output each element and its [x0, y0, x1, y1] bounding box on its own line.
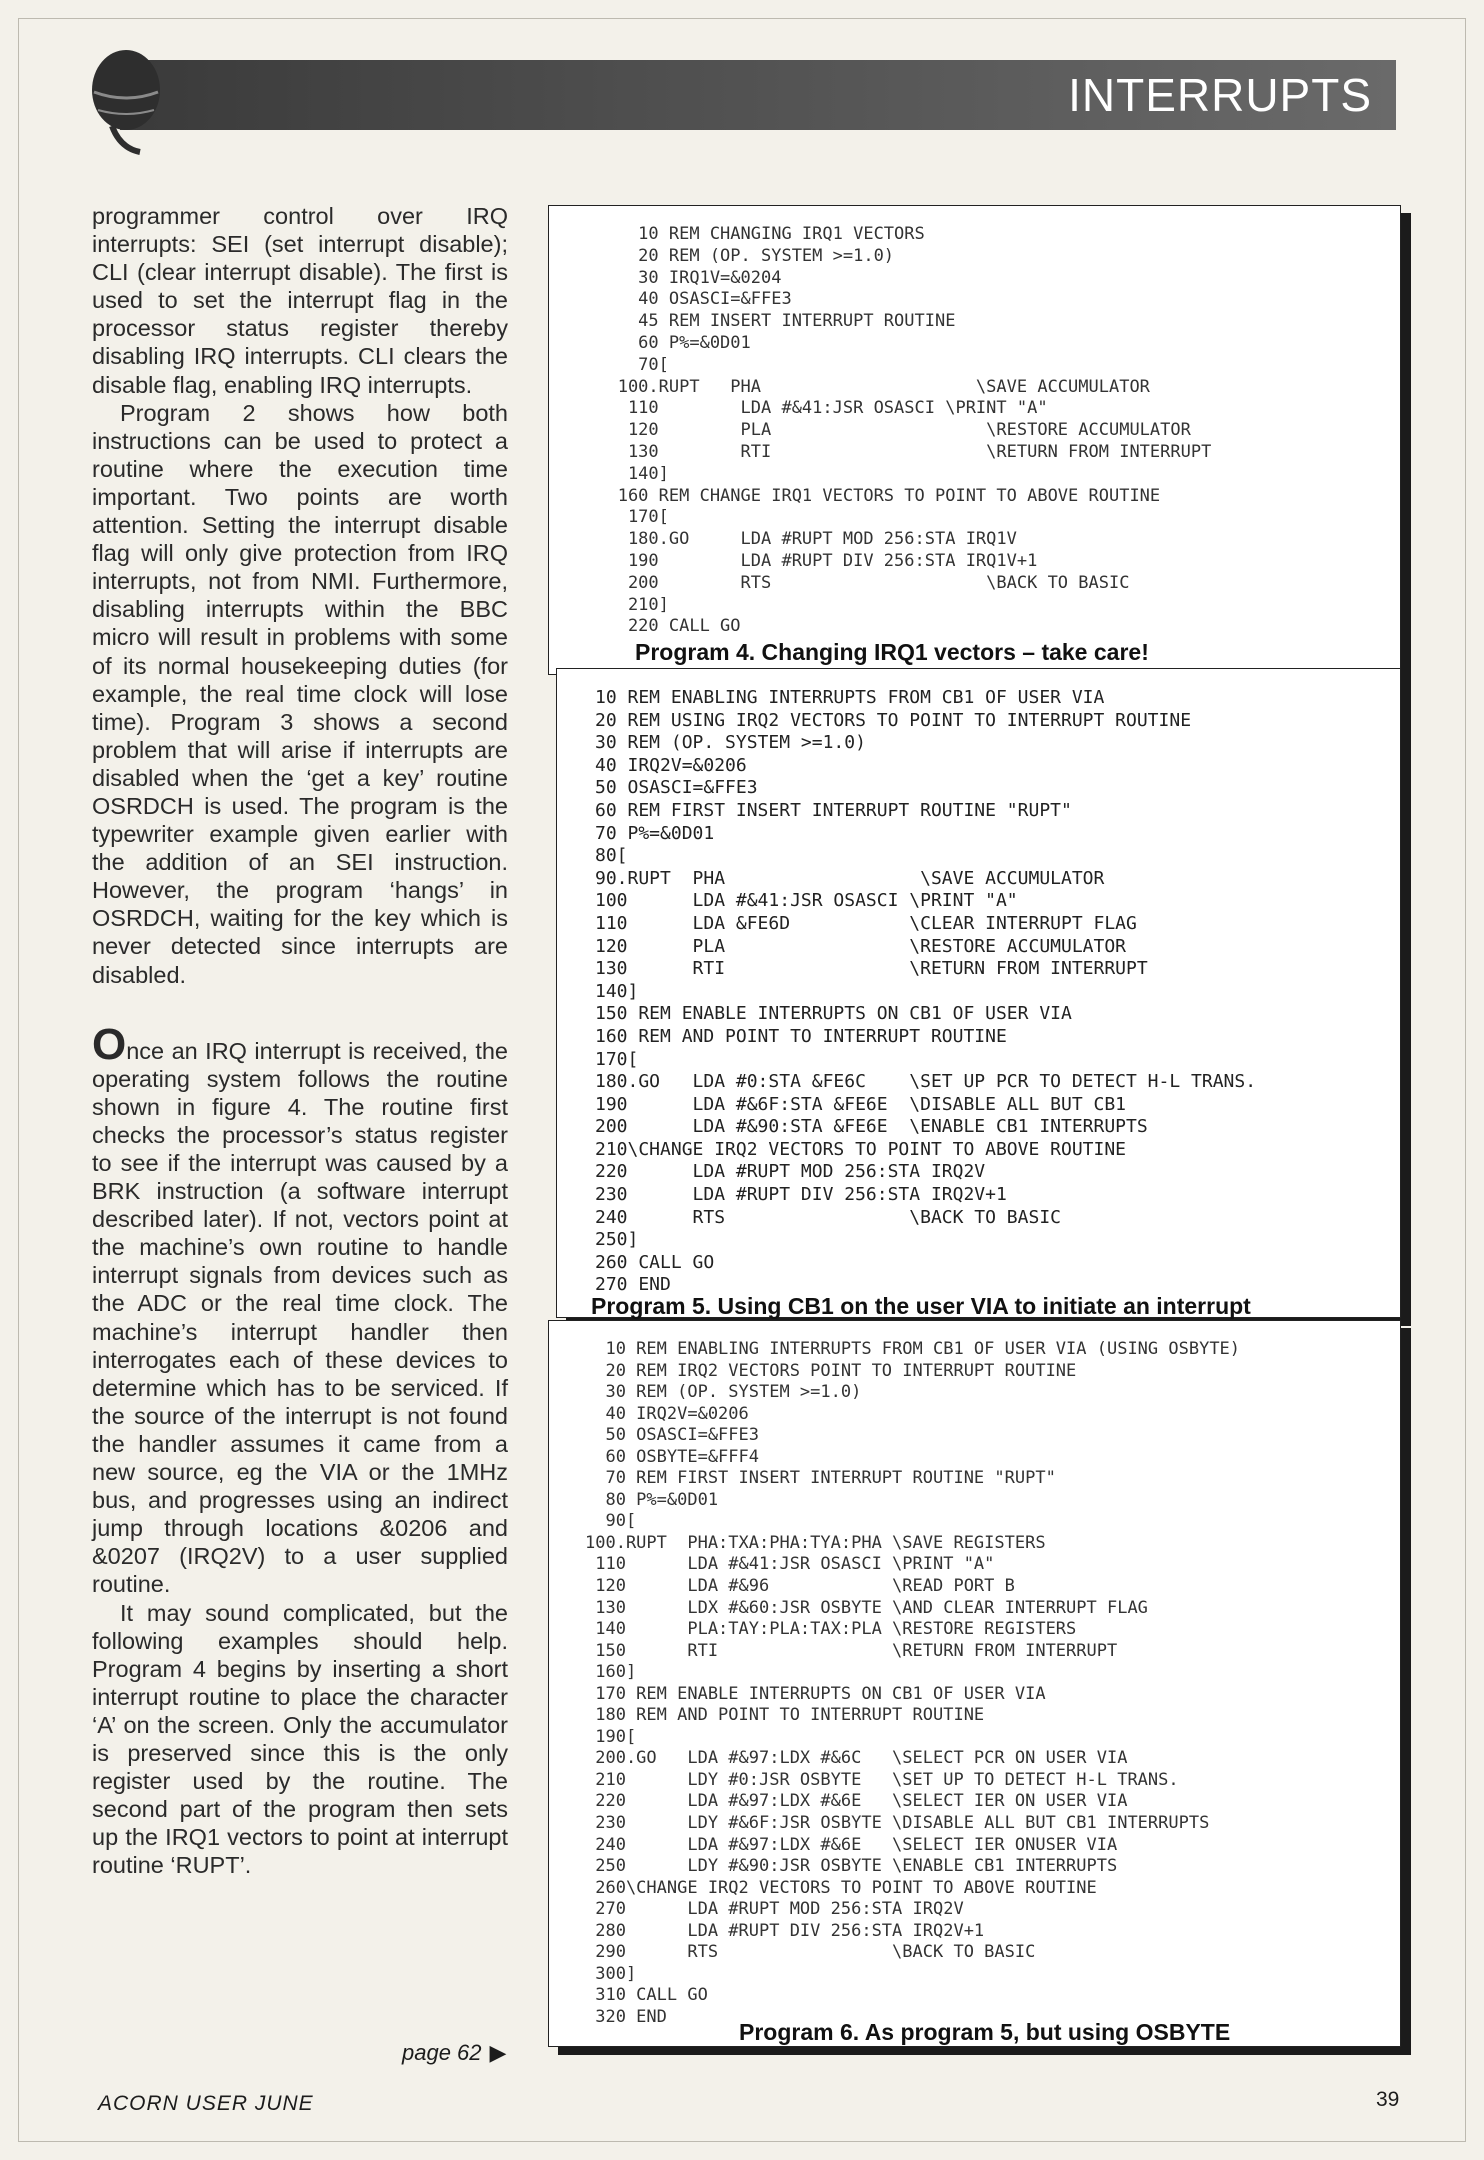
- acorn-logo-icon: [90, 48, 162, 158]
- drop-cap: O: [92, 1019, 127, 1069]
- continued-page-link[interactable]: [402, 2040, 506, 2066]
- listing-caption: Program 6. As program 5, but using OSBYTE: [739, 2019, 1231, 2045]
- arrow-right-icon: ▶: [489, 2040, 507, 2065]
- program-listing-4: [548, 205, 1401, 675]
- magazine-footer: ACORN USER JUNE: [98, 2092, 314, 2115]
- article-paragraph-text: nce an IRQ interrupt is received, the operating system follows the routine shown in figure 4. The routine first checks the processor’s status register to see if the interrupt was caused by a BRK instruction (a software interrupt described later). If not, vectors point at the machine’s own routine to handle interrupt signals from devices such as the ADC or the real time clock. The machine’s interrupt handler then interrogates each of these devices to determine which has to be serviced. If the source of the interrupt is not found the handler assumes it came from a new source, eg the VIA or the 1MHz bus, and progresses using an indirect jump through locations &0206 and &0207 (IRQ2V) to a user supplied routine.: [92, 1037, 508, 1598]
- code-listing: 10 REM CHANGING IRQ1 VECTORS 20 REM (OP. SYSTEM >=1.0) 30 IRQ1V=&0204 40 OSASCI=&FFE3 45 REM INSERT INTERRUPT ROUTINE 60 P%=&0D01 70[ 100.RUPT PHA \SAVE ACCUMULATOR 110 LDA #&41:JSR OSASCI \PRINT "A" 120 PLA \RESTORE ACCUMULATOR 130 RTI \RETURN FROM INTERRUPT 140] 160 REM CHANGE IRQ1 VECTORS TO POINT TO ABOVE ROUTINE 170[ 180.GO LDA #RUPT MOD 256:STA IRQ1V 190 LDA #RUPT DIV 256:STA IRQ1V+1 200 RTS \BACK TO BASIC 210] 220 CALL GO: [617, 224, 1212, 637]
- section-title: INTERRUPTS: [1068, 69, 1372, 121]
- program-listing-6: [548, 1320, 1401, 2047]
- code-listing: 10 REM ENABLING INTERRUPTS FROM CB1 OF USER VIA 20 REM USING IRQ2 VECTORS TO POINT TO INTERRUPT ROUTINE 30 REM (OP. SYSTEM >=1.0) 40 IRQ2V=&0206 50 OSASCI=&FFE3 60 REM FIRST INSERT INTERRUPT ROUTINE "RUPT" 70 P%=&0D01 80[ 90.RUPT PHA \SAVE ACCUMULATOR 100 LDA #&41:JSR OSASCI \PRINT "A" 110 LDA &FE6D \CLEAR INTERRUPT FLAG 120 PLA \RESTORE ACCUMULATOR 130 RTI \RETURN FROM INTERRUPT 140] 150 REM ENABLE INTERRUPTS ON CB1 OF USER VIA 160 REM AND POINT TO INTERRUPT ROUTINE 170[ 180.GO LDA #0:STA &FE6C \SET UP PCR TO DETECT H-L TRANS. 190 LDA #&6F:STA &FE6E \DISABLE ALL BUT CB1 200 LDA #&90:STA &FE6E \ENABLE CB1 INTERRUPTS 210\CHANGE IRQ2 VECTORS TO POINT TO ABOVE ROUTINE 220 LDA #RUPT MOD 256:STA IRQ2V 230 LDA #RUPT DIV 256:STA IRQ2V+1 240 RTS \BACK TO BASIC 250] 260 CALL GO 270 END: [595, 687, 1257, 1296]
- article-paragraph: programmer control over IRQ interrupts: SEI (set interrupt disable); CLI (clear interrupt disable). The first is used to set the interrupt flag in the processor status register thereby disabling IRQ interrupts. CLI clears the disable flag, enabling IRQ interrupts.: [92, 203, 508, 398]
- section-header-bar: [120, 60, 1396, 130]
- page-ref-text: page 62: [402, 2040, 482, 2065]
- article-paragraph-dropcap: [92, 1019, 508, 1599]
- article-paragraph: Program 2 shows how both instructions can be used to protect a routine where the execution time important. Two points are worth attention. Setting the interrupt disable flag will only give protection from IRQ interrupts, not from NMI. Furthermore, disabling interrupts within the BBC micro will result in problems with some of its normal housekeeping duties (for example, the real time clock will lose time). Program 3 shows a second problem that will arise if interrupts are disabled when the ‘get a key’ routine OSRDCH is used. The program is the typewriter example given earlier with the addition of an SEI instruction. However, the program ‘hangs’ in OSRDCH, waiting for the key which is never detected since interrupts are disabled.: [92, 399, 508, 988]
- program-listing-5: [556, 668, 1401, 1318]
- article-body: [92, 202, 508, 1879]
- article-paragraph: It may sound complicated, but the following examples should help. Program 4 begins by inserting a short interrupt routine to place the character ‘A’ on the screen. Only the accumulator is preserved since this is the only register used by the routine. The second part of the program then sets up the IRQ1 vectors to point at interrupt routine ‘RUPT’.: [92, 1599, 508, 1879]
- listing-caption: Program 5. Using CB1 on the user VIA to initiate an interrupt: [591, 1293, 1251, 1319]
- listing-caption: Program 4. Changing IRQ1 vectors – take care!: [635, 639, 1149, 665]
- page-number: 39: [1376, 2088, 1400, 2111]
- code-listing: 10 REM ENABLING INTERRUPTS FROM CB1 OF USER VIA (USING OSBYTE) 20 REM IRQ2 VECTORS POINT TO INTERRUPT ROUTINE 30 REM (OP. SYSTEM >=1.0) 40 IRQ2V=&0206 50 OSASCI=&FFE3 60 OSBYTE=&FFF4 70 REM FIRST INSERT INTERRUPT ROUTINE "RUPT" 80 P%=&0D01 90[ 100.RUPT PHA:TXA:PHA:TYA:PHA \SAVE REGISTERS 110 LDA #&41:JSR OSASCI \PRINT "A" 120 LDA #&96 \READ PORT B 130 LDX #&60:JSR OSBYTE \AND CLEAR INTERRUPT FLAG 140 PLA:TAY:PLA:TAX:PLA \RESTORE REGISTERS 150 RTI \RETURN FROM INTERRUPT 160] 170 REM ENABLE INTERRUPTS ON CB1 OF USER VIA 180 REM AND POINT TO INTERRUPT ROUTINE 190[ 200.GO LDA #&97:LDX #&6C \SELECT PCR ON USER VIA 210 LDY #0:JSR OSBYTE \SET UP TO DETECT H-L TRANS. 220 LDA #&97:LDX #&6E \SELECT IER ON USER VIA 230 LDY #&6F:JSR OSBYTE \DISABLE ALL BUT CB1 INTERRUPTS 240 LDA #&97:LDX #&6E \SELECT IER ONUSER VIA 250 LDY #&90:JSR OSBYTE \ENABLE CB1 INTERRUPTS 260\CHANGE IRQ2 VECTORS TO POINT TO ABOVE ROUTINE 270 LDA #RUPT MOD 256:STA IRQ2V 280 LDA #RUPT DIV 256:STA IRQ2V+1 290 RTS \BACK TO BASIC 300] 310 CALL GO 320 END: [585, 1339, 1241, 2027]
